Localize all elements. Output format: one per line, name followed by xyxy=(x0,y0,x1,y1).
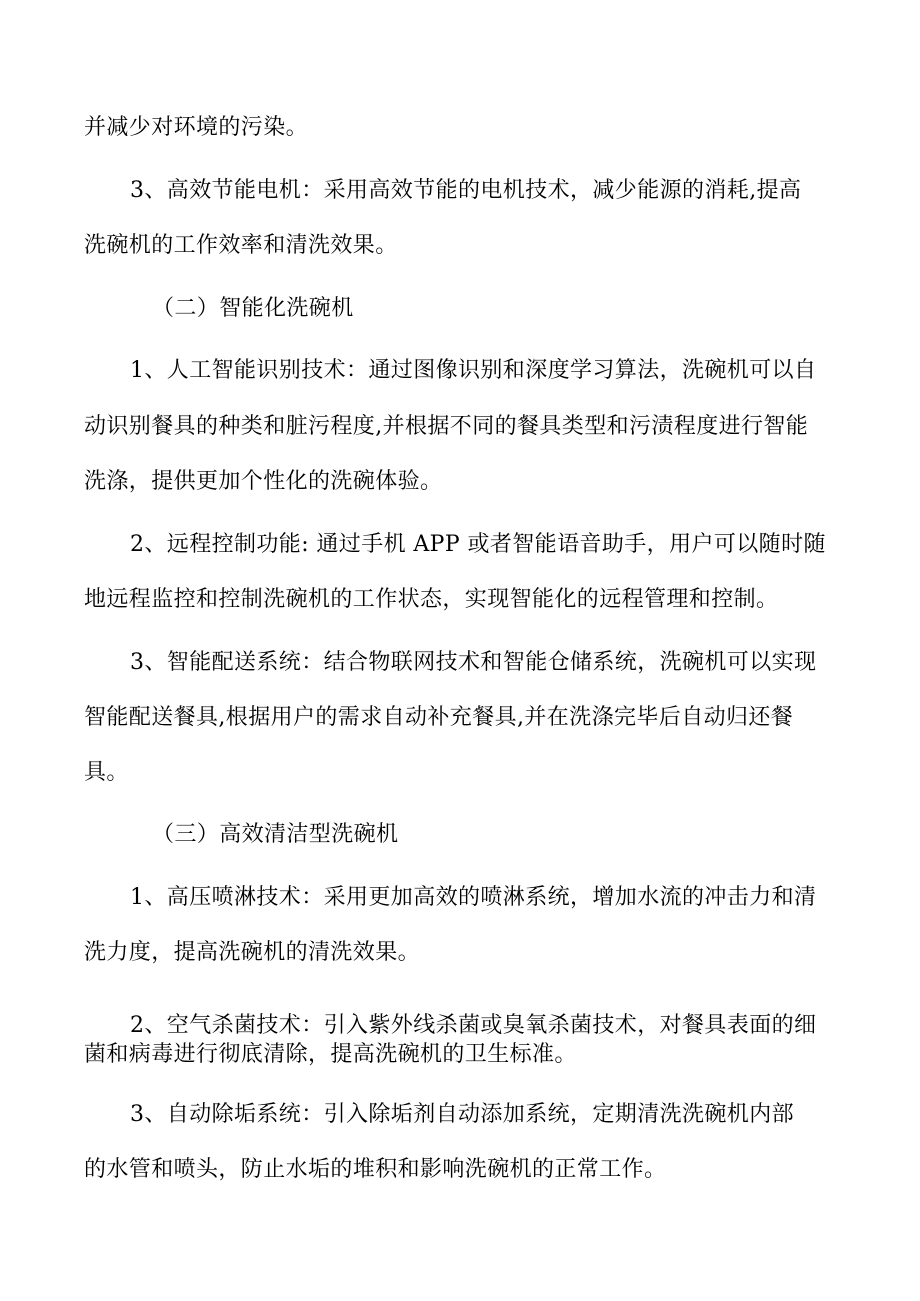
paragraph-line: 3、高效节能电机：采用高效节能的电机技术，减少能源的消耗,提高 xyxy=(130,178,802,203)
paragraph-line: 动识别餐具的种类和脏污程度,并根据不同的餐具类型和污渍程度进行智能 xyxy=(84,414,809,439)
paragraph-line: 2、空气杀菌技术：引入紫外线杀菌或臭氧杀菌技术，对餐具表面的细 xyxy=(130,1013,817,1038)
paragraph-line: 3、智能配送系统：结合物联网技术和智能仓储系统，洗碗机可以实现 xyxy=(130,650,817,675)
paragraph-line: 具。 xyxy=(84,760,129,785)
paragraph-line: 智能配送餐具,根据用户的需求自动补充餐具,并在洗涤完毕后自动归还餐 xyxy=(84,705,794,730)
section-heading: （三）高效清洁型洗碗机 xyxy=(152,822,399,847)
paragraph-line: 的水管和喷头，防止水垢的堆积和影响洗碗机的正常工作。 xyxy=(84,1157,667,1182)
paragraph-line: 1、高压喷淋技术：采用更加高效的喷淋系统，增加水流的冲击力和清 xyxy=(130,885,817,910)
paragraph-line: 洗碗机的工作效率和清洗效果。 xyxy=(84,233,398,258)
paragraph-line: 并减少对环境的污染。 xyxy=(84,115,309,140)
paragraph-line: 洗涤，提供更加个性化的洗碗体验。 xyxy=(84,469,443,494)
paragraph-line: 2、远程控制功能: 通过手机 APP 或者智能语音助手，用户可以随时随 xyxy=(130,532,826,557)
paragraph-line: 地远程监控和控制洗碗机的工作状态，实现智能化的远程管理和控制。 xyxy=(84,587,779,612)
paragraph-line: 菌和病毒进行彻底清除，提高洗碗机的卫生标准。 xyxy=(84,1042,577,1067)
paragraph-line: 1、人工智能识别技术：通过图像识别和深度学习算法，洗碗机可以自 xyxy=(130,358,817,383)
paragraph-line: 洗力度，提高洗碗机的清洗效果。 xyxy=(84,940,421,965)
section-heading: （二）智能化洗碗机 xyxy=(152,296,354,321)
paragraph-line: 3、自动除垢系统：引入除垢剂自动添加系统，定期清洗洗碗机内部 xyxy=(130,1102,794,1127)
